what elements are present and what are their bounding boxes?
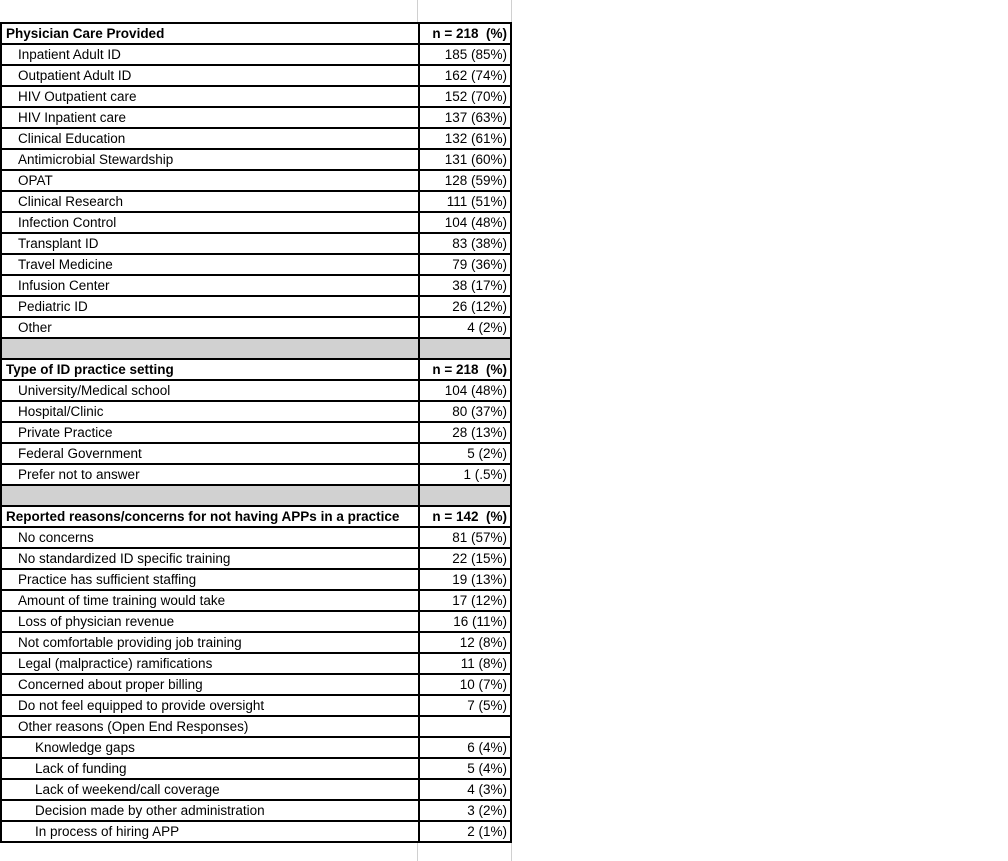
spacer-label-cell bbox=[2, 339, 418, 358]
row-value-cell: 132 (61%) bbox=[418, 129, 512, 148]
row-value-cell: 80 (37%) bbox=[418, 402, 512, 421]
section-title: Reported reasons/concerns for not having APPs in a practice bbox=[6, 509, 400, 524]
table-row bbox=[2, 759, 512, 780]
section-title: Physician Care Provided bbox=[6, 26, 165, 41]
row-label-cell: Decision made by other administration bbox=[35, 803, 265, 818]
table-row bbox=[2, 192, 512, 213]
row-label-cell: Prefer not to answer bbox=[18, 467, 140, 482]
row-label-cell: Clinical Education bbox=[18, 131, 126, 146]
section-header-row bbox=[2, 507, 512, 528]
row-label-cell: Outpatient Adult ID bbox=[18, 68, 132, 83]
row-value-cell: 28 (13%) bbox=[418, 423, 512, 442]
row-label-cell: Practice has sufficient staffing bbox=[18, 572, 197, 587]
table-row bbox=[2, 612, 512, 633]
row-value-cell: 38 (17%) bbox=[418, 276, 512, 295]
section-title: Type of ID practice setting bbox=[6, 362, 174, 377]
row-value-cell: 10 (7%) bbox=[418, 675, 512, 694]
table-row bbox=[2, 66, 512, 87]
row-label-cell: University/Medical school bbox=[18, 383, 171, 398]
table-row bbox=[2, 402, 512, 423]
table-row bbox=[2, 45, 512, 66]
row-value-cell: 4 (2%) bbox=[418, 318, 512, 337]
row-label-cell: Hospital/Clinic bbox=[18, 404, 104, 419]
table-row bbox=[2, 381, 512, 402]
table-row bbox=[2, 108, 512, 129]
table-row bbox=[2, 234, 512, 255]
section-n-header: n = 218 (%) bbox=[418, 24, 512, 43]
row-value-cell: 2 (1%) bbox=[418, 822, 512, 841]
row-value-cell: 26 (12%) bbox=[418, 297, 512, 316]
section-n-header: n = 142 (%) bbox=[418, 507, 512, 526]
table-row bbox=[2, 423, 512, 444]
row-value-cell: 12 (8%) bbox=[418, 633, 512, 652]
row-label-cell: Loss of physician revenue bbox=[18, 614, 175, 629]
row-label-cell: Legal (malpractice) ramifications bbox=[18, 656, 213, 671]
row-label-cell: Other reasons (Open End Responses) bbox=[18, 719, 249, 734]
row-value-cell: 11 (8%) bbox=[418, 654, 512, 673]
table-row bbox=[2, 150, 512, 171]
row-label-cell: Clinical Research bbox=[18, 194, 124, 209]
row-label-cell: Lack of funding bbox=[35, 761, 127, 776]
table-row bbox=[2, 570, 512, 591]
spacer-value-cell bbox=[418, 486, 512, 505]
section-1-rows bbox=[2, 45, 512, 339]
table-row bbox=[2, 675, 512, 696]
row-value-cell: 185 (85%) bbox=[418, 45, 512, 64]
section-header-row bbox=[2, 360, 512, 381]
row-label-cell: Antimicrobial Stewardship bbox=[18, 152, 174, 167]
row-value-cell: 79 (36%) bbox=[418, 255, 512, 274]
row-label-cell: No standardized ID specific training bbox=[18, 551, 231, 566]
table-row bbox=[2, 213, 512, 234]
section-n-header: n = 218 (%) bbox=[418, 360, 512, 379]
row-label-cell: HIV Inpatient care bbox=[18, 110, 127, 125]
row-value-cell: 19 (13%) bbox=[418, 570, 512, 589]
row-label-cell: Infusion Center bbox=[18, 278, 110, 293]
row-label-cell: Transplant ID bbox=[18, 236, 99, 251]
row-value-cell: 5 (4%) bbox=[418, 759, 512, 778]
table-row bbox=[2, 129, 512, 150]
row-label-cell: Knowledge gaps bbox=[35, 740, 135, 755]
row-value-cell: 104 (48%) bbox=[418, 381, 512, 400]
row-label-cell: Pediatric ID bbox=[18, 299, 88, 314]
section-2-rows bbox=[2, 381, 512, 486]
table-row bbox=[2, 465, 512, 486]
table-row bbox=[2, 549, 512, 570]
row-label-cell: HIV Outpatient care bbox=[18, 89, 137, 104]
table-row bbox=[2, 444, 512, 465]
table-row bbox=[2, 255, 512, 276]
table-row bbox=[2, 591, 512, 612]
row-value-cell: 131 (60%) bbox=[418, 150, 512, 169]
table-row bbox=[2, 528, 512, 549]
row-label-cell: Private Practice bbox=[18, 425, 113, 440]
row-value-cell: 83 (38%) bbox=[418, 234, 512, 253]
spacer-row bbox=[2, 339, 512, 360]
row-value-cell bbox=[418, 717, 512, 736]
row-value-cell: 22 (15%) bbox=[418, 549, 512, 568]
table-row bbox=[2, 171, 512, 192]
section-3-rows bbox=[2, 528, 512, 843]
row-value-cell: 111 (51%) bbox=[418, 192, 512, 211]
row-label-cell: Lack of weekend/call coverage bbox=[35, 782, 220, 797]
row-label-cell: OPAT bbox=[18, 173, 53, 188]
table-row bbox=[2, 801, 512, 822]
row-label-cell: Federal Government bbox=[18, 446, 142, 461]
table-row bbox=[2, 276, 512, 297]
row-label-cell: Concerned about proper billing bbox=[18, 677, 203, 692]
row-label-cell: Other bbox=[18, 320, 52, 335]
spacer-row bbox=[2, 486, 512, 507]
survey-results-table bbox=[0, 22, 512, 843]
row-label-cell: Infection Control bbox=[18, 215, 117, 230]
table-row bbox=[2, 780, 512, 801]
table-row bbox=[2, 87, 512, 108]
row-value-cell: 137 (63%) bbox=[418, 108, 512, 127]
table-row bbox=[2, 318, 512, 339]
table-row bbox=[2, 822, 512, 843]
table-row bbox=[2, 633, 512, 654]
row-label-cell: Travel Medicine bbox=[18, 257, 113, 272]
row-value-cell: 4 (3%) bbox=[418, 780, 512, 799]
table-row bbox=[2, 654, 512, 675]
row-value-cell: 104 (48%) bbox=[418, 213, 512, 232]
row-value-cell: 162 (74%) bbox=[418, 66, 512, 85]
row-label-cell: In process of hiring APP bbox=[35, 824, 180, 839]
row-label-cell: No concerns bbox=[18, 530, 94, 545]
row-value-cell: 1 (.5%) bbox=[418, 465, 512, 484]
spacer-value-cell bbox=[418, 339, 512, 358]
row-value-cell: 16 (11%) bbox=[418, 612, 512, 631]
row-label-cell: Not comfortable providing job training bbox=[18, 635, 242, 650]
row-value-cell: 152 (70%) bbox=[418, 87, 512, 106]
row-value-cell: 3 (2%) bbox=[418, 801, 512, 820]
row-label-cell: Amount of time training would take bbox=[18, 593, 226, 608]
table-row bbox=[2, 696, 512, 717]
spacer-label-cell bbox=[2, 486, 418, 505]
row-value-cell: 17 (12%) bbox=[418, 591, 512, 610]
table-row bbox=[2, 297, 512, 318]
row-value-cell: 5 (2%) bbox=[418, 444, 512, 463]
row-value-cell: 6 (4%) bbox=[418, 738, 512, 757]
table-row bbox=[2, 717, 512, 738]
row-value-cell: 7 (5%) bbox=[418, 696, 512, 715]
section-header-row bbox=[2, 24, 512, 45]
row-label-cell: Do not feel equipped to provide oversight bbox=[18, 698, 265, 713]
table-row bbox=[2, 738, 512, 759]
row-value-cell: 81 (57%) bbox=[418, 528, 512, 547]
row-value-cell: 128 (59%) bbox=[418, 171, 512, 190]
row-label-cell: Inpatient Adult ID bbox=[18, 47, 121, 62]
